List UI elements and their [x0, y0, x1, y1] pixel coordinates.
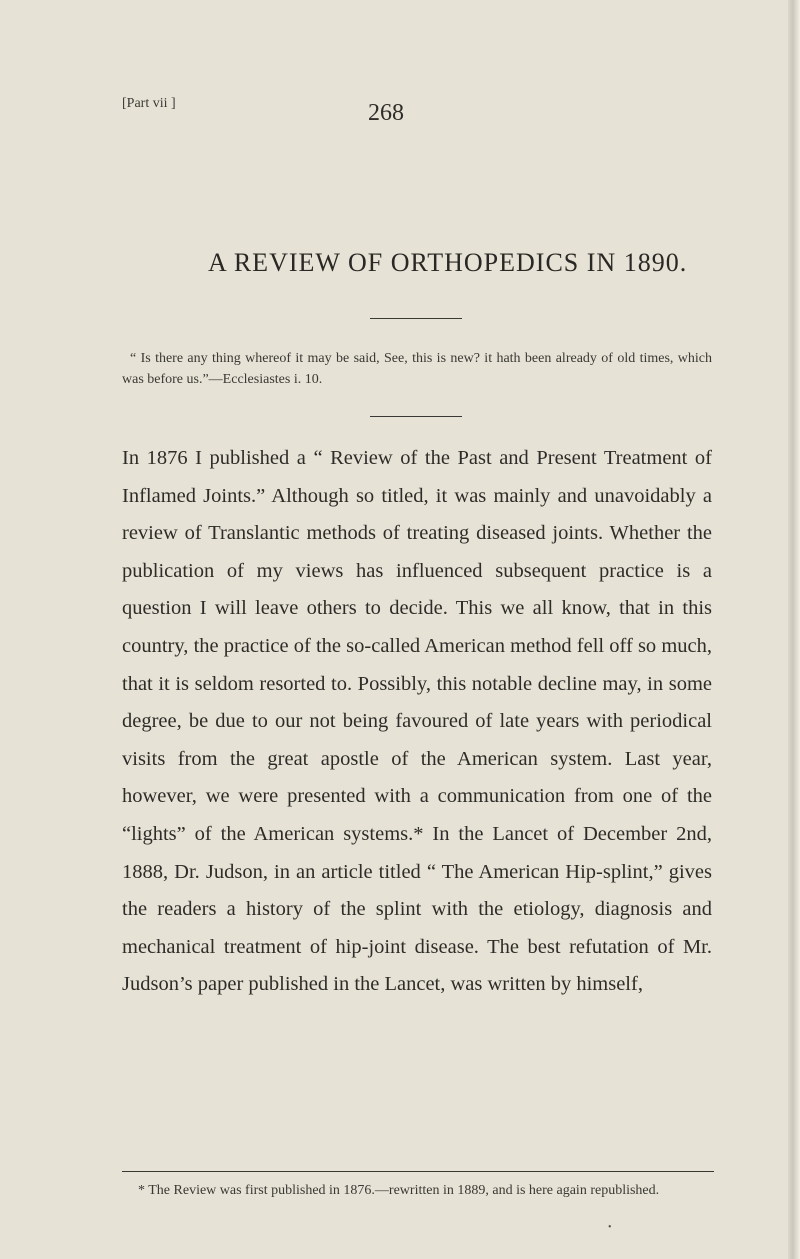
title-divider	[370, 318, 462, 319]
footnote: * The Review was first published in 1876.—rewritten in 1889, and is here again republished.	[138, 1183, 660, 1198]
page-title: A REVIEW OF ORTHOPEDICS IN 1890.	[208, 248, 688, 277]
footnote-divider	[122, 1171, 714, 1172]
page-number: 268	[368, 100, 404, 126]
part-label: [Part vii ]	[122, 96, 176, 111]
epigraph: “ Is there any thing whereof it may be said, See, this is new? it hath been already of old times, which was before us.”—Ecclesiastes i. 10.	[122, 351, 712, 387]
epigraph-divider	[370, 416, 462, 417]
page-edge	[788, 0, 800, 1259]
stray-mark: •	[608, 1222, 612, 1233]
body-paragraph: In 1876 I published a “ Review of the Past and Present Treatment of Inflamed Joints.” Although so titled, it was mainly and unavoidably a review of Translantic methods of treating diseased joints. Whether the publication of my views has influenced subsequent practice is a question I will leave others to decide. This we all know, that in this country, the practice of the so-called American method fell off so much, that it is seldom resorted to. Possibly, this notable decline may, in some degree, be due to our not being favoured of late years with periodical visits from the great apostle of the American system. Last year, however, we were presented with a communication from one of the “lights” of the American systems.* In the Lancet of December 2nd, 1888, Dr. Judson, in an article titled “ The American Hip-splint,” gives the readers a history of the splint with the etiology, diagnosis and mechanical treatment of hip-joint disease. The best refutation of Mr. Judson’s paper published in the Lancet, was written by himself,	[122, 447, 712, 996]
